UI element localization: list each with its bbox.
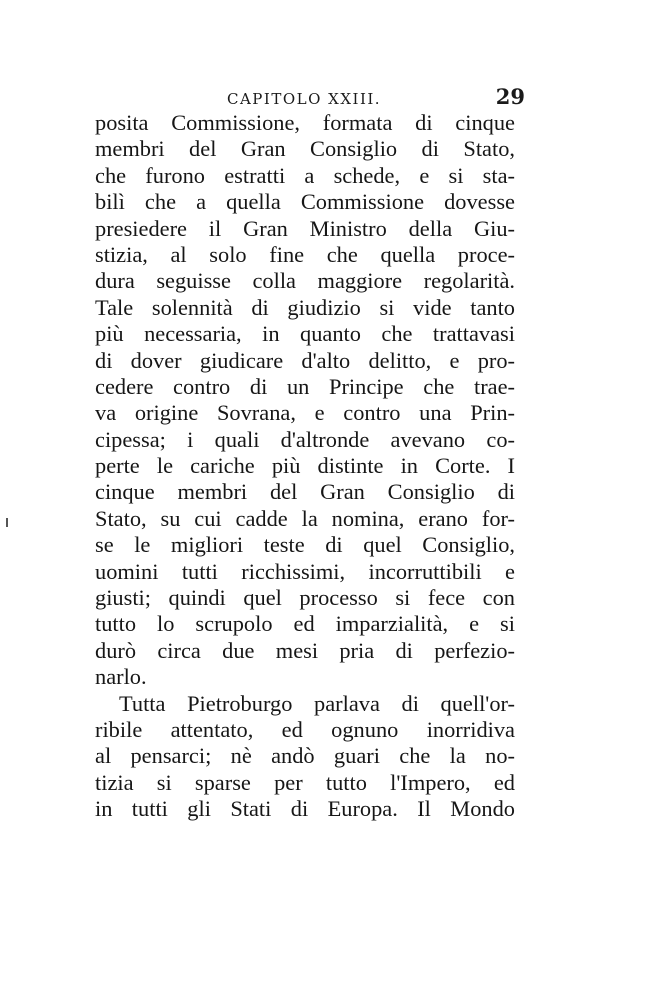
text-line: più necessaria, in quanto che trattavasi <box>95 321 515 347</box>
text-line: in tutti gli Stati di Europa. Il Mondo <box>95 796 515 822</box>
text-line: ribile attentato, ed ognuno inorridiva <box>95 716 515 742</box>
text-line: cinque membri del Gran Consiglio di <box>95 479 515 505</box>
running-head: CAPITOLO XXIII. <box>227 90 382 108</box>
page-edge-mark <box>6 518 8 527</box>
text-line: bilì che a quella Commissione dovesse <box>95 189 515 215</box>
text-line: di dover giudicare d'alto delitto, e pro- <box>95 347 515 373</box>
text-line: va origine Sovrana, e contro una Prin- <box>95 400 515 426</box>
text-line: uomini tutti ricchissimi, incorruttibili e <box>95 558 515 584</box>
text-line: tutto lo scrupolo ed imparzialità, e si <box>95 611 515 637</box>
paragraph-end-line: narlo. <box>95 664 147 690</box>
text-line: perte le cariche più distinte in Corte. I <box>95 453 515 479</box>
text-line: Stato, su cui cadde la nomina, erano for- <box>95 505 515 531</box>
text-line: giusti; quindi quel processo si fece con <box>95 585 515 611</box>
page-header <box>95 84 525 112</box>
text-line: membri del Gran Consiglio di Stato, <box>95 136 515 162</box>
text-line: che furono estratti a schede, e si sta- <box>95 162 515 188</box>
body-text <box>95 110 515 823</box>
text-line: posita Commissione, formata di cinque <box>95 110 515 135</box>
text-line: Tale solennità di giudizio si vide tanto <box>95 294 515 320</box>
text-line: tizia si sparse per tutto l'Impero, ed <box>95 769 515 795</box>
text-line: stizia, al solo fine che quella proce- <box>95 241 515 267</box>
paragraph-start-line: Tutta Pietroburgo parlava di quell'or- <box>119 690 515 716</box>
text-line: dura seguisse colla maggiore regolarità. <box>95 268 515 294</box>
text-line: presiedere il Gran Ministro della Giu- <box>95 215 515 241</box>
text-line: cedere contro di un Principe che trae- <box>95 373 515 399</box>
page-number: 29 <box>495 84 525 109</box>
text-line: cipessa; i quali d'altronde avevano co- <box>95 426 515 452</box>
text-line: durò circa due mesi pria di perfezio- <box>95 637 515 663</box>
text-line: al pensarci; nè andò guari che la no- <box>95 743 515 769</box>
text-line: se le migliori teste di quel Consiglio, <box>95 532 515 558</box>
